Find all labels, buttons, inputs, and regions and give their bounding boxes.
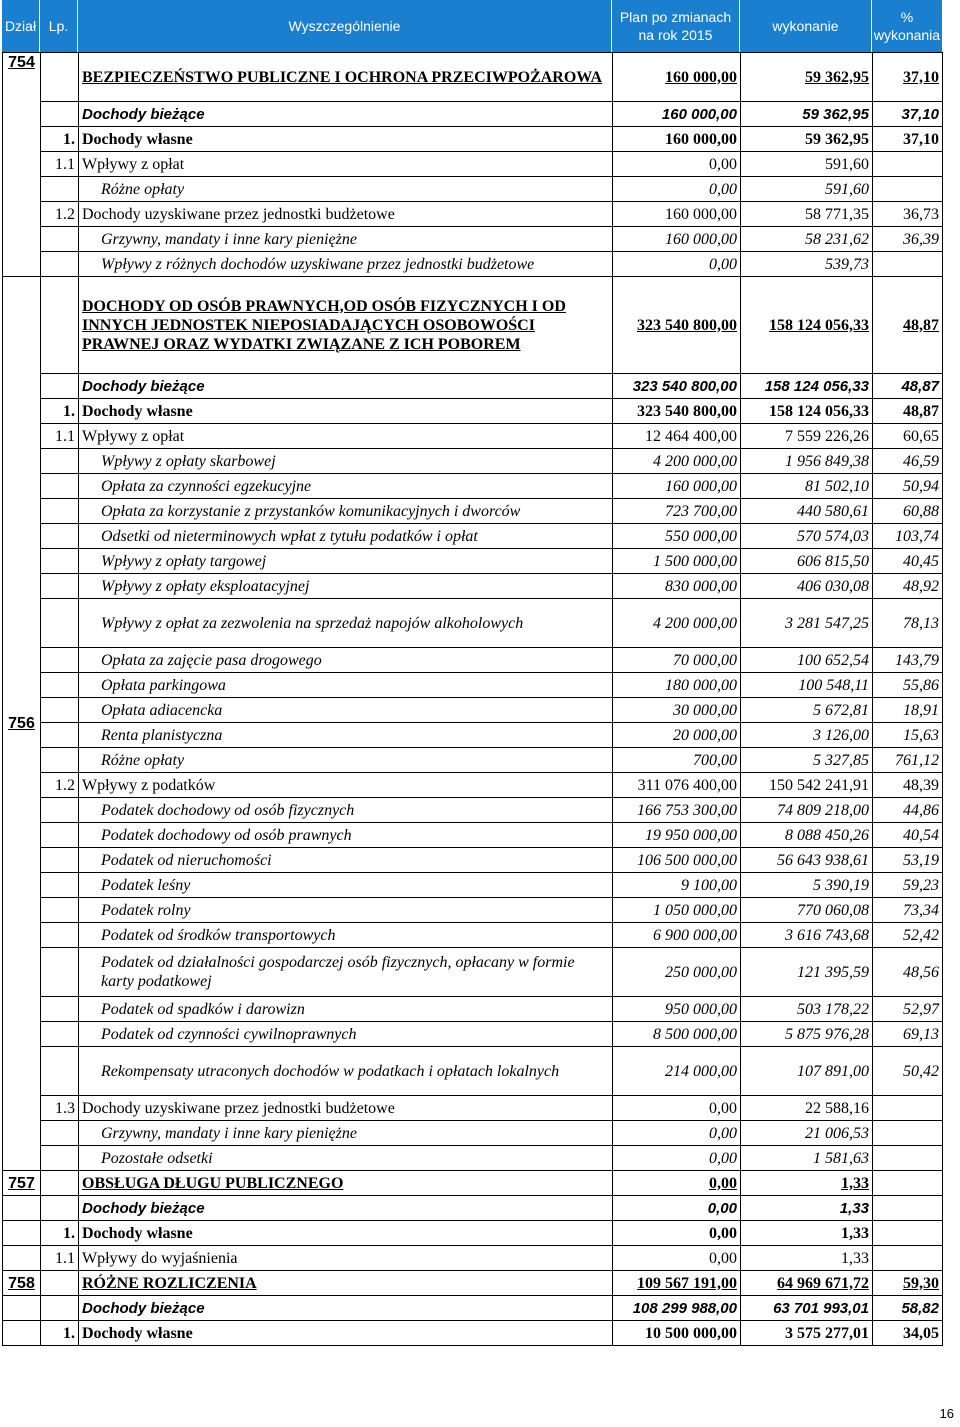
- row-plan: 550 000,00: [613, 524, 741, 549]
- table-row: [3, 1271, 943, 1296]
- row-wykonanie: 59 362,95: [741, 102, 873, 127]
- row-plan: 700,00: [613, 748, 741, 773]
- row-plan: 0,00: [613, 152, 741, 177]
- row-percent: [873, 252, 943, 277]
- row-plan: 30 000,00: [613, 698, 741, 723]
- dzial-code: 757: [3, 1171, 41, 1196]
- row-plan: 109 567 191,00: [613, 1271, 741, 1296]
- row-name: Opłata za zajęcie pasa drogowego: [79, 648, 613, 673]
- row-percent: 761,12: [873, 748, 943, 773]
- table-row: [3, 848, 943, 873]
- row-percent: 60,65: [873, 424, 943, 449]
- row-percent: 58,82: [873, 1296, 943, 1321]
- row-plan: 0,00: [613, 177, 741, 202]
- table-row: [3, 773, 943, 798]
- table-row: [3, 202, 943, 227]
- row-wykonanie: 59 362,95: [741, 127, 873, 152]
- row-wykonanie: 770 060,08: [741, 898, 873, 923]
- row-wykonanie: 7 559 226,26: [741, 424, 873, 449]
- dzial-empty-cell: [3, 1246, 41, 1271]
- row-plan: 160 000,00: [613, 227, 741, 252]
- row-percent: 48,87: [873, 399, 943, 424]
- page-number: 16: [939, 1406, 954, 1421]
- row-percent: 36,73: [873, 202, 943, 227]
- row-lp: [41, 102, 79, 127]
- row-name: BEZPIECZEŃSTWO PUBLICZNE I OCHRONA PRZECIWPOŻAROWA: [79, 53, 613, 102]
- row-lp: 1.1: [41, 424, 79, 449]
- row-name: Różne opłaty: [79, 177, 613, 202]
- row-plan: 4 200 000,00: [613, 449, 741, 474]
- row-plan: 323 540 800,00: [613, 277, 741, 374]
- dzial-code: 758: [3, 1271, 41, 1296]
- row-lp: [41, 549, 79, 574]
- dzial-empty-cell: [3, 1321, 41, 1346]
- row-wykonanie: 58 231,62: [741, 227, 873, 252]
- row-lp: [41, 997, 79, 1022]
- table-row: [3, 1246, 943, 1271]
- row-percent: 36,39: [873, 227, 943, 252]
- row-percent: 143,79: [873, 648, 943, 673]
- row-percent: 48,87: [873, 374, 943, 399]
- row-percent: 103,74: [873, 524, 943, 549]
- row-name: Wpływy z opłaty skarbowej: [79, 449, 613, 474]
- row-name: RÓŻNE ROZLICZENIA: [79, 1271, 613, 1296]
- row-name: Podatek od spadków i darowizn: [79, 997, 613, 1022]
- table-row: [3, 474, 943, 499]
- budget-table: [2, 52, 943, 1346]
- row-name: Podatek dochodowy od osób fizycznych: [79, 798, 613, 823]
- row-lp: [41, 1171, 79, 1196]
- table-row: [3, 648, 943, 673]
- row-percent: 78,13: [873, 599, 943, 648]
- row-lp: [41, 898, 79, 923]
- row-percent: 37,10: [873, 127, 943, 152]
- row-percent: [873, 1221, 943, 1246]
- row-name: Dochody własne: [79, 127, 613, 152]
- row-lp: [41, 277, 79, 374]
- table-row: [3, 524, 943, 549]
- row-percent: 52,97: [873, 997, 943, 1022]
- row-lp: 1.2: [41, 202, 79, 227]
- row-plan: 180 000,00: [613, 673, 741, 698]
- row-name: Podatek dochodowy od osób prawnych: [79, 823, 613, 848]
- row-percent: 52,42: [873, 923, 943, 948]
- row-lp: [41, 748, 79, 773]
- row-plan: 20 000,00: [613, 723, 741, 748]
- row-wykonanie: 150 542 241,91: [741, 773, 873, 798]
- table-row: [3, 227, 943, 252]
- row-percent: [873, 1146, 943, 1171]
- row-percent: 69,13: [873, 1022, 943, 1047]
- row-plan: 160 000,00: [613, 102, 741, 127]
- table-row: [3, 599, 943, 648]
- row-lp: [41, 1196, 79, 1221]
- table-row: [3, 898, 943, 923]
- row-name: Dochody bieżące: [79, 1296, 613, 1321]
- row-plan: 6 900 000,00: [613, 923, 741, 948]
- table-row: [3, 499, 943, 524]
- row-wykonanie: 56 643 938,61: [741, 848, 873, 873]
- table-row: [3, 1196, 943, 1221]
- row-wykonanie: 121 395,59: [741, 948, 873, 997]
- table-row: [3, 698, 943, 723]
- row-lp: [41, 673, 79, 698]
- row-name: Różne opłaty: [79, 748, 613, 773]
- row-wykonanie: 22 588,16: [741, 1096, 873, 1121]
- row-name: Wpływy z opłaty eksploatacyjnej: [79, 574, 613, 599]
- row-percent: 40,54: [873, 823, 943, 848]
- row-wykonanie: 591,60: [741, 152, 873, 177]
- row-lp: [41, 1022, 79, 1047]
- row-percent: [873, 1196, 943, 1221]
- table-row: [3, 102, 943, 127]
- table-header: [2, 0, 942, 52]
- row-lp: [41, 1121, 79, 1146]
- row-percent: 50,42: [873, 1047, 943, 1096]
- row-name: Dochody własne: [79, 1321, 613, 1346]
- row-name: Wpływy z różnych dochodów uzyskiwane przez jednostki budżetowe: [79, 252, 613, 277]
- row-wykonanie: 100 548,11: [741, 673, 873, 698]
- row-plan: 10 500 000,00: [613, 1321, 741, 1346]
- row-name: Dochody bieżące: [79, 102, 613, 127]
- table-row: [3, 277, 943, 374]
- row-plan: 70 000,00: [613, 648, 741, 673]
- table-row: [3, 823, 943, 848]
- row-name: Podatek od nieruchomości: [79, 848, 613, 873]
- row-lp: [41, 252, 79, 277]
- row-wykonanie: 539,73: [741, 252, 873, 277]
- row-lp: [41, 177, 79, 202]
- row-lp: [41, 53, 79, 102]
- row-wykonanie: 606 815,50: [741, 549, 873, 574]
- dzial-empty-cell: [3, 1221, 41, 1246]
- table-row: [3, 1121, 943, 1146]
- row-plan: 311 076 400,00: [613, 773, 741, 798]
- row-lp: 1.: [41, 399, 79, 424]
- row-wykonanie: 5 327,85: [741, 748, 873, 773]
- row-plan: 12 464 400,00: [613, 424, 741, 449]
- row-plan: 106 500 000,00: [613, 848, 741, 873]
- row-wykonanie: 58 771,35: [741, 202, 873, 227]
- row-plan: 160 000,00: [613, 127, 741, 152]
- row-name: Podatek od czynności cywilnoprawnych: [79, 1022, 613, 1047]
- col-percent-header: % wykonania: [873, 9, 941, 43]
- row-percent: 53,19: [873, 848, 943, 873]
- row-wykonanie: 8 088 450,26: [741, 823, 873, 848]
- row-percent: 48,92: [873, 574, 943, 599]
- row-plan: 0,00: [613, 1171, 741, 1196]
- row-plan: 250 000,00: [613, 948, 741, 997]
- row-lp: [41, 524, 79, 549]
- row-wykonanie: 503 178,22: [741, 997, 873, 1022]
- row-percent: [873, 1096, 943, 1121]
- row-name: Dochody własne: [79, 1221, 613, 1246]
- row-lp: [41, 599, 79, 648]
- table-row: [3, 873, 943, 898]
- row-lp: [41, 648, 79, 673]
- row-name: Podatek od środków transportowych: [79, 923, 613, 948]
- row-lp: 1.1: [41, 152, 79, 177]
- row-name: Dochody uzyskiwane przez jednostki budżetowe: [79, 1096, 613, 1121]
- table-row: [3, 1146, 943, 1171]
- row-plan: 0,00: [613, 1196, 741, 1221]
- row-percent: 15,63: [873, 723, 943, 748]
- row-plan: 1 050 000,00: [613, 898, 741, 923]
- row-plan: 19 950 000,00: [613, 823, 741, 848]
- table-row: [3, 252, 943, 277]
- row-percent: 44,86: [873, 798, 943, 823]
- table-row: [3, 152, 943, 177]
- row-wykonanie: 1,33: [741, 1221, 873, 1246]
- row-plan: 1 500 000,00: [613, 549, 741, 574]
- row-name: Grzywny, mandaty i inne kary pieniężne: [79, 1121, 613, 1146]
- row-wykonanie: 21 006,53: [741, 1121, 873, 1146]
- row-wykonanie: 81 502,10: [741, 474, 873, 499]
- row-plan: 0,00: [613, 1121, 741, 1146]
- row-percent: 59,23: [873, 873, 943, 898]
- row-lp: [41, 923, 79, 948]
- row-lp: [41, 823, 79, 848]
- row-percent: 46,59: [873, 449, 943, 474]
- row-wykonanie: 158 124 056,33: [741, 277, 873, 374]
- row-percent: 34,05: [873, 1321, 943, 1346]
- row-plan: 214 000,00: [613, 1047, 741, 1096]
- row-wykonanie: 74 809 218,00: [741, 798, 873, 823]
- row-lp: [41, 1047, 79, 1096]
- row-name: Wpływy z podatków: [79, 773, 613, 798]
- row-lp: [41, 1271, 79, 1296]
- table-row: [3, 1221, 943, 1246]
- row-name: Opłata za korzystanie z przystanków komunikacyjnych i dworców: [79, 499, 613, 524]
- dzial-empty-cell: [3, 1296, 41, 1321]
- row-plan: 0,00: [613, 1246, 741, 1271]
- row-name: Podatek leśny: [79, 873, 613, 898]
- row-name: Wpływy z opłaty targowej: [79, 549, 613, 574]
- row-lp: [41, 698, 79, 723]
- row-plan: 160 000,00: [613, 474, 741, 499]
- row-name: Rekompensaty utraconych dochodów w podatkach i opłatach lokalnych: [79, 1047, 613, 1096]
- row-wykonanie: 1 956 849,38: [741, 449, 873, 474]
- row-plan: 323 540 800,00: [613, 374, 741, 399]
- row-wykonanie: 406 030,08: [741, 574, 873, 599]
- row-wykonanie: 591,60: [741, 177, 873, 202]
- row-name: Podatek od działalności gospodarczej osób fizycznych, opłacany w formie karty podatkowej: [79, 948, 613, 997]
- row-percent: [873, 152, 943, 177]
- row-percent: 37,10: [873, 53, 943, 102]
- table-row: [3, 1047, 943, 1096]
- row-lp: [41, 723, 79, 748]
- row-wykonanie: 1 581,63: [741, 1146, 873, 1171]
- row-plan: 830 000,00: [613, 574, 741, 599]
- row-wykonanie: 570 574,03: [741, 524, 873, 549]
- row-name: Odsetki od nieterminowych wpłat z tytułu podatków i opłat: [79, 524, 613, 549]
- table-row: [3, 399, 943, 424]
- row-wykonanie: 158 124 056,33: [741, 374, 873, 399]
- row-percent: [873, 1121, 943, 1146]
- table-row: [3, 374, 943, 399]
- row-plan: 9 100,00: [613, 873, 741, 898]
- table-row: [3, 1321, 943, 1346]
- dzial-empty-cell: [3, 1196, 41, 1221]
- row-lp: [41, 1296, 79, 1321]
- row-percent: 48,87: [873, 277, 943, 374]
- table-row: [3, 1096, 943, 1121]
- row-wykonanie: 440 580,61: [741, 499, 873, 524]
- row-name: Pozostałe odsetki: [79, 1146, 613, 1171]
- table-row: [3, 673, 943, 698]
- row-lp: [41, 848, 79, 873]
- row-lp: 1.3: [41, 1096, 79, 1121]
- row-name: Opłata za czynności egzekucyjne: [79, 474, 613, 499]
- row-wykonanie: 5 672,81: [741, 698, 873, 723]
- col-wykonanie-header: wykonanie: [740, 0, 872, 52]
- row-name: Wpływy z opłat: [79, 152, 613, 177]
- table-row: [3, 177, 943, 202]
- row-percent: [873, 1246, 943, 1271]
- row-name: Grzywny, mandaty i inne kary pieniężne: [79, 227, 613, 252]
- row-lp: [41, 798, 79, 823]
- row-lp: [41, 474, 79, 499]
- row-name: Opłata parkingowa: [79, 673, 613, 698]
- row-lp: 1.: [41, 1221, 79, 1246]
- row-name: Wpływy z opłat: [79, 424, 613, 449]
- dzial-code: 756: [3, 277, 41, 1171]
- row-wykonanie: 59 362,95: [741, 53, 873, 102]
- row-name: DOCHODY OD OSÓB PRAWNYCH,OD OSÓB FIZYCZNYCH I OD INNYCH JEDNOSTEK NIEPOSIADAJĄCYCH OSOBOWOŚCI PRAWNEJ ORAZ WYDATKI ZWIĄZANE Z ICH POBOREM: [79, 277, 613, 374]
- row-wykonanie: 3 575 277,01: [741, 1321, 873, 1346]
- row-lp: 1.1: [41, 1246, 79, 1271]
- row-lp: [41, 449, 79, 474]
- row-name: Dochody uzyskiwane przez jednostki budżetowe: [79, 202, 613, 227]
- row-plan: 160 000,00: [613, 53, 741, 102]
- table-row: [3, 997, 943, 1022]
- row-plan: 323 540 800,00: [613, 399, 741, 424]
- row-percent: 48,39: [873, 773, 943, 798]
- row-percent: [873, 1171, 943, 1196]
- row-name: Wpływy do wyjaśnienia: [79, 1246, 613, 1271]
- row-lp: [41, 374, 79, 399]
- row-percent: 50,94: [873, 474, 943, 499]
- row-percent: 37,10: [873, 102, 943, 127]
- row-lp: 1.: [41, 1321, 79, 1346]
- row-wykonanie: 3 126,00: [741, 723, 873, 748]
- row-wykonanie: 1,33: [741, 1246, 873, 1271]
- row-wykonanie: 158 124 056,33: [741, 399, 873, 424]
- row-plan: 8 500 000,00: [613, 1022, 741, 1047]
- row-lp: 1.: [41, 127, 79, 152]
- row-plan: 160 000,00: [613, 202, 741, 227]
- row-wykonanie: 5 875 976,28: [741, 1022, 873, 1047]
- col-dzial-header: Dział: [2, 0, 40, 52]
- row-percent: 55,86: [873, 673, 943, 698]
- row-lp: [41, 1146, 79, 1171]
- row-name: Dochody bieżące: [79, 1196, 613, 1221]
- table-row: [3, 1022, 943, 1047]
- row-wykonanie: 100 652,54: [741, 648, 873, 673]
- row-plan: 4 200 000,00: [613, 599, 741, 648]
- row-wykonanie: 1,33: [741, 1196, 873, 1221]
- col-name-header: Wyszczególnienie: [78, 0, 612, 52]
- col-lp-header: Lp.: [40, 0, 78, 52]
- row-plan: 0,00: [613, 1146, 741, 1171]
- row-lp: [41, 227, 79, 252]
- row-wykonanie: 1,33: [741, 1171, 873, 1196]
- table-row: [3, 424, 943, 449]
- row-name: Dochody bieżące: [79, 374, 613, 399]
- dzial-code: 754: [3, 53, 41, 277]
- row-plan: 0,00: [613, 1221, 741, 1246]
- table-row: [3, 798, 943, 823]
- row-lp: [41, 499, 79, 524]
- table-row: [3, 1171, 943, 1196]
- row-percent: 48,56: [873, 948, 943, 997]
- table-row: [3, 449, 943, 474]
- row-percent: 59,30: [873, 1271, 943, 1296]
- row-plan: 723 700,00: [613, 499, 741, 524]
- table-row: [3, 549, 943, 574]
- row-lp: 1.2: [41, 773, 79, 798]
- row-lp: [41, 873, 79, 898]
- row-name: Wpływy z opłat za zezwolenia na sprzedaż napojów alkoholowych: [79, 599, 613, 648]
- row-lp: [41, 574, 79, 599]
- row-name: Opłata adiacencka: [79, 698, 613, 723]
- row-plan: 108 299 988,00: [613, 1296, 741, 1321]
- row-plan: 0,00: [613, 252, 741, 277]
- table-row: [3, 923, 943, 948]
- table-row: [3, 574, 943, 599]
- row-plan: 0,00: [613, 1096, 741, 1121]
- row-plan: 950 000,00: [613, 997, 741, 1022]
- table-row: [3, 53, 943, 102]
- row-wykonanie: 3 281 547,25: [741, 599, 873, 648]
- table-row: [3, 948, 943, 997]
- row-percent: 18,91: [873, 698, 943, 723]
- table-row: [3, 1296, 943, 1321]
- table-row: [3, 723, 943, 748]
- row-plan: 166 753 300,00: [613, 798, 741, 823]
- row-wykonanie: 107 891,00: [741, 1047, 873, 1096]
- col-plan-header: Plan po zmianach na rok 2015: [612, 0, 740, 52]
- row-percent: [873, 177, 943, 202]
- row-name: Renta planistyczna: [79, 723, 613, 748]
- row-wykonanie: 64 969 671,72: [741, 1271, 873, 1296]
- row-wykonanie: 5 390,19: [741, 873, 873, 898]
- row-name: Dochody własne: [79, 399, 613, 424]
- row-wykonanie: 3 616 743,68: [741, 923, 873, 948]
- row-name: Podatek rolny: [79, 898, 613, 923]
- row-percent: 60,88: [873, 499, 943, 524]
- row-wykonanie: 63 701 993,01: [741, 1296, 873, 1321]
- row-percent: 40,45: [873, 549, 943, 574]
- row-percent: 73,34: [873, 898, 943, 923]
- table-row: [3, 748, 943, 773]
- row-name: OBSŁUGA DŁUGU PUBLICZNEGO: [79, 1171, 613, 1196]
- row-lp: [41, 948, 79, 997]
- table-row: [3, 127, 943, 152]
